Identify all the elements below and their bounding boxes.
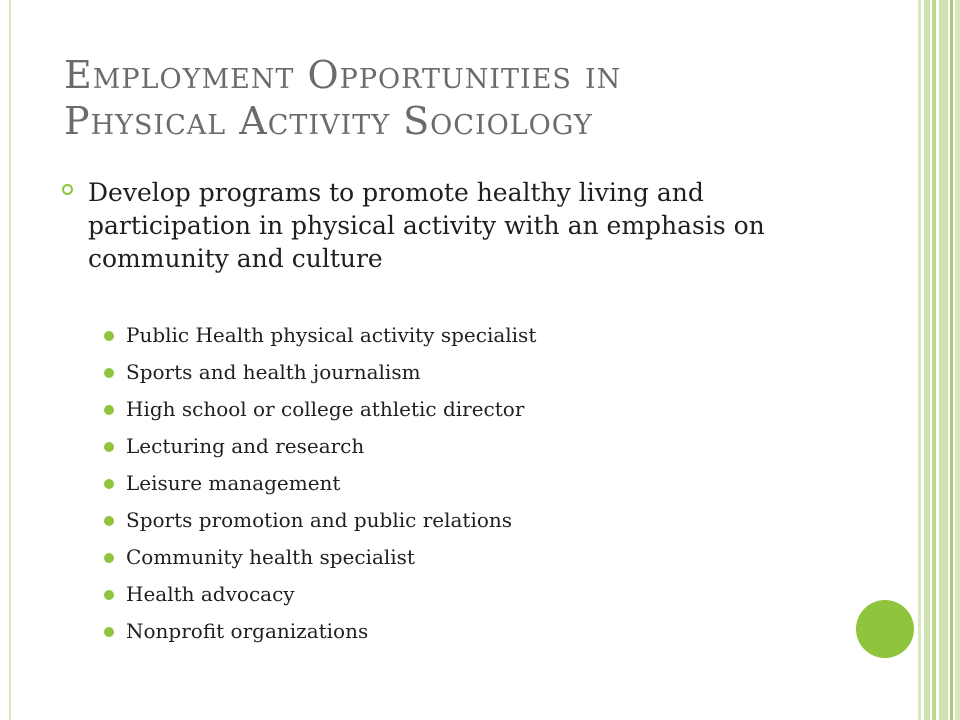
slide-title-line-2: Physical Activity Sociology xyxy=(64,99,593,143)
stripe xyxy=(932,0,936,720)
list-item-text: Community health specialist xyxy=(126,545,415,569)
list-item-text: Sports and health journalism xyxy=(126,360,421,384)
right-stripe-band xyxy=(918,0,960,720)
list-item xyxy=(104,317,536,354)
main-bullet-text: Develop programs to promote healthy living and participation in physical activity with an emphasis on community and culture xyxy=(88,178,765,273)
bullet-dot-icon xyxy=(104,627,114,637)
list-item xyxy=(104,613,536,650)
left-frame-line xyxy=(9,0,11,720)
sub-bullet-list xyxy=(104,317,536,650)
stripe xyxy=(950,0,953,720)
bullet-dot-icon xyxy=(104,479,114,489)
stripe xyxy=(939,0,948,720)
bullet-dot-icon xyxy=(104,368,114,378)
list-item xyxy=(104,428,536,465)
stripe xyxy=(955,0,960,720)
list-item xyxy=(104,502,536,539)
list-item-text: Health advocacy xyxy=(126,582,295,606)
list-item-text: High school or college athletic director xyxy=(126,397,525,421)
list-item-text: Nonprofit organizations xyxy=(126,619,369,643)
bullet-dot-icon xyxy=(104,442,114,452)
list-item xyxy=(104,539,536,576)
list-item xyxy=(104,391,536,428)
list-item xyxy=(104,354,536,391)
main-bullet xyxy=(62,176,868,275)
slide-title-line-1: Employment Opportunities in xyxy=(64,53,622,97)
list-item-text: Public Health physical activity specialist xyxy=(126,323,537,347)
list-item-text: Sports promotion and public relations xyxy=(126,508,513,532)
stripe xyxy=(918,0,921,720)
ring-bullet-icon xyxy=(62,184,73,195)
bullet-dot-icon xyxy=(104,405,114,415)
decorative-green-circle xyxy=(856,600,914,658)
bullet-dot-icon xyxy=(104,553,114,563)
list-item-text: Lecturing and research xyxy=(126,434,365,458)
bullet-dot-icon xyxy=(104,590,114,600)
bullet-dot-icon xyxy=(104,331,114,341)
list-item xyxy=(104,576,536,613)
list-item xyxy=(104,465,536,502)
list-item-text: Leisure management xyxy=(126,471,341,495)
slide-title xyxy=(64,52,884,144)
stripe xyxy=(924,0,930,720)
bullet-dot-icon xyxy=(104,516,114,526)
